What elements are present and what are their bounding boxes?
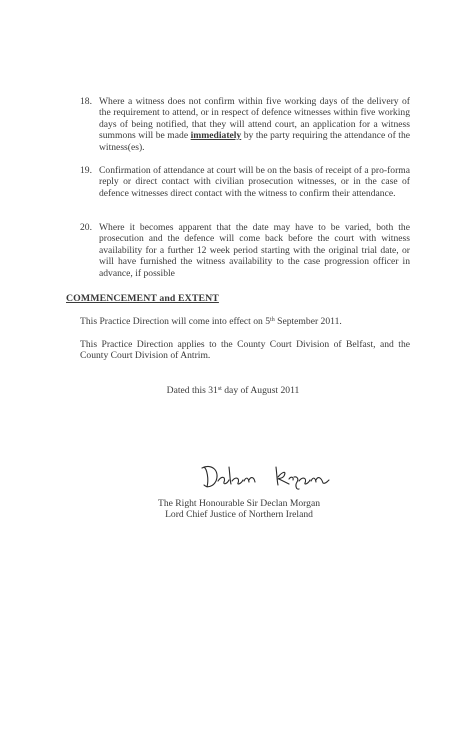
dated-before: Dated this 31 — [166, 385, 218, 396]
applies-text: This Practice Direction applies to the County Court Division of Belfast, and the County Court Division of Antrim. — [80, 339, 410, 362]
item-18-before: Where a witness does not confirm within five working days of the delivery of the requirement to attend, or in respect of defence witnesses within five working days of being notified, that they will attend court, an application for a witness summons will be made — [99, 96, 410, 142]
item-18-text — [99, 96, 410, 153]
dated-line — [6, 384, 454, 396]
item-18-emphasis: immediately — [190, 130, 242, 142]
item-number-19: 19. — [80, 165, 92, 176]
commencement-before: This Practice Direction will come into effect on 5 — [80, 316, 271, 327]
dated-sup: st — [217, 386, 222, 392]
commencement-sup: th — [270, 317, 275, 323]
item-number-20: 20. — [80, 222, 92, 233]
item-number-18: 18. — [80, 96, 92, 107]
dated-after: day of August 2011 — [221, 385, 300, 396]
handwritten-signature — [198, 457, 338, 493]
section-heading: COMMENCEMENT and EXTENT — [66, 293, 219, 304]
signatory-name: The Right Honourable Sir Declan Morgan — [157, 498, 321, 509]
commencement-after: September 2011. — [274, 316, 342, 327]
item-20-text: Where it becomes apparent that the date may have to be varied, both the prosecution and the defence will come back before the court with witness availability for a further 12 week period starting with the original trial date, or will have furnished the witness availability to the case progression officer in advance, if possible — [99, 222, 410, 279]
signatory-title: Lord Chief Justice of Northern Ireland — [165, 509, 313, 520]
item-18-after: by the party requiring the attendance of the witness(es). — [99, 130, 410, 153]
commencement-text — [80, 315, 342, 327]
item-19-text: Confirmation of attendance at court will be on the basis of receipt of a pro-forma reply or direct contact with civilian prosecution witnesses, or in the case of defence witnesses direct contact with the witness to confirm their attendance. — [99, 165, 410, 199]
